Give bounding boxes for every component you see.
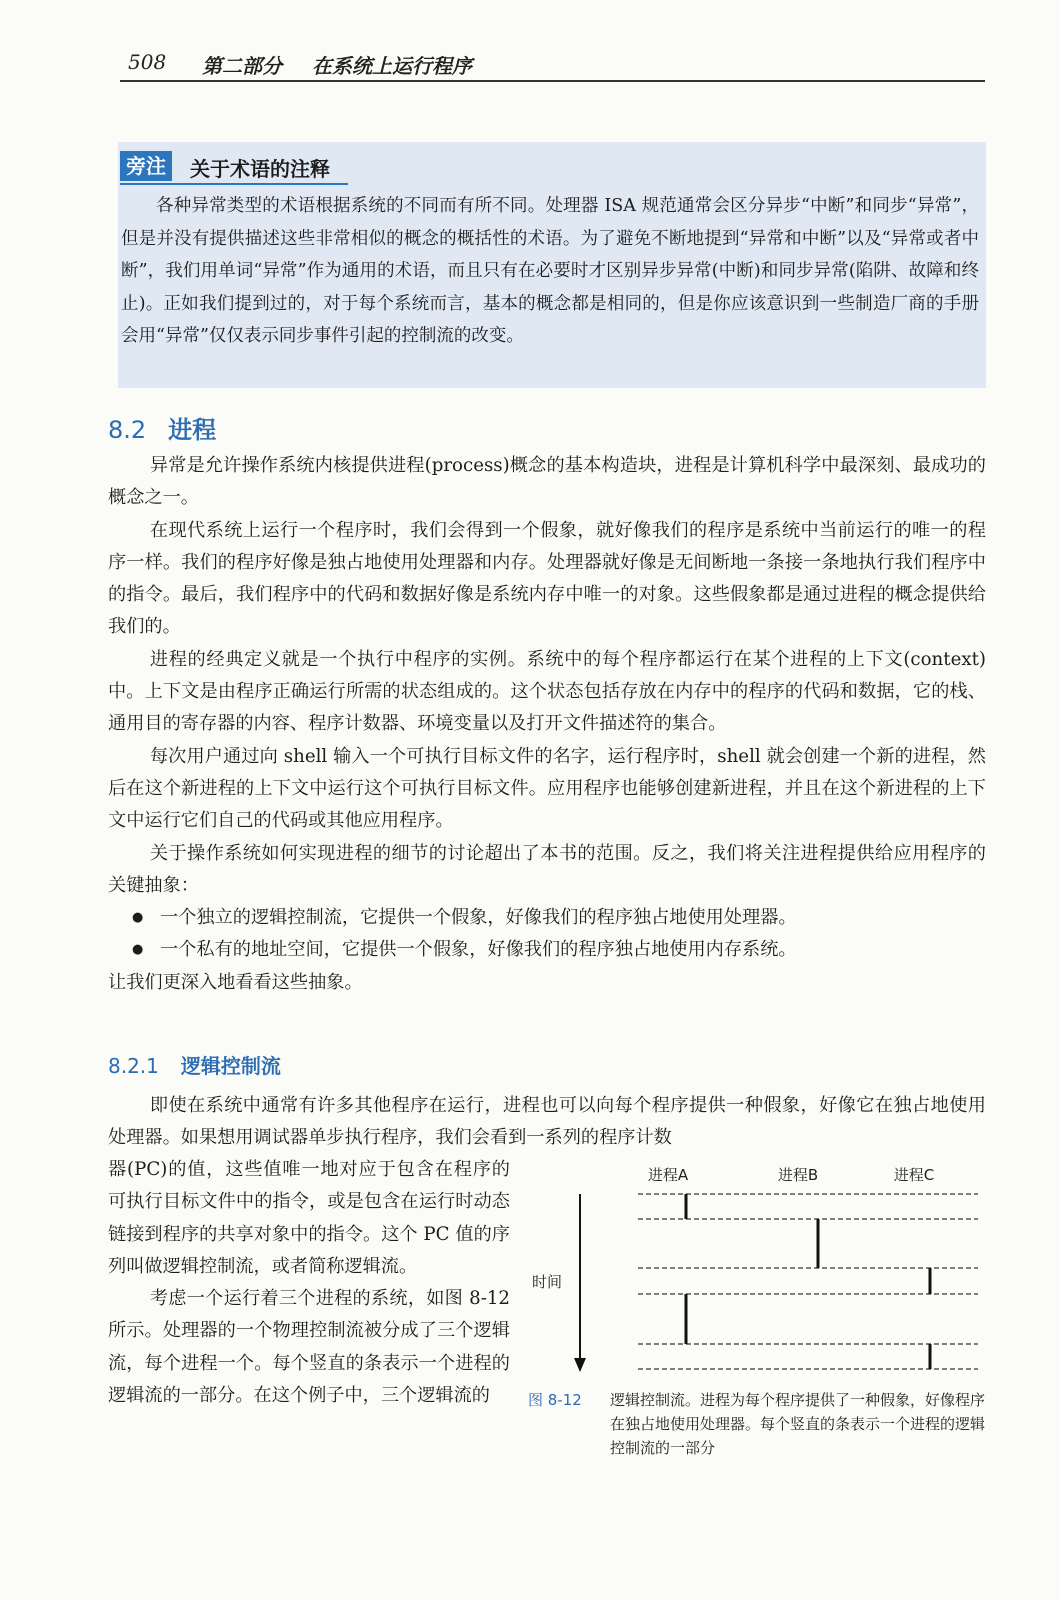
bullet-text: 一个独立的逻辑控制流，它提供一个假象，好像我们的程序独占地使用处理器。 <box>160 907 797 929</box>
sidenote-rule <box>120 183 348 185</box>
process-a-label: 进程A <box>647 1166 689 1184</box>
bullet-item <box>108 934 986 966</box>
paragraph: 考虑一个运行着三个进程的系统，如图 8-12 所示。处理器的一个物理控制流被分成了三个逻辑流，每个进程一个。每个竖直的条表示一个进程的逻辑流的一部分。在这个例子中，三个逻辑流的 <box>108 1288 510 1407</box>
paragraph: 即使在系统中通常有许多其他程序在运行，进程也可以向每个程序提供一种假象，好像它在独占地使用处理器。如果想用调试器单步执行程序，我们会看到一系列的程序计数 <box>108 1095 986 1149</box>
part-title: 在系统上运行程序 <box>312 54 472 78</box>
time-boundaries <box>638 1194 978 1369</box>
subsection-body <box>108 1090 986 1155</box>
section-body <box>108 450 986 999</box>
process-c-label: 进程C <box>893 1166 935 1184</box>
paragraph: 关于操作系统如何实现进程的细节的讨论超出了本书的范围。反之，我们将关注进程提供给应用程序的关键抽象： <box>108 842 986 896</box>
time-arrow <box>574 1194 586 1372</box>
sidenote-body: 各种异常类型的术语根据系统的不同而有所不同。处理器 ISA 规范通常会区分异步“中断”和同步“异常”，但是并没有提供描述这些非常相似的概念的概括性的术语。为了避免不断地提到“异常和中断”以及“异常或者中断”，我们用单词“异常”作为通用的术语，而且只有在必要时才区别异步异常(中断)和同步异常(陷阱、故障和终止)。正如我们提到过的，对于每个系统而言，基本的概念都是相同的，但是你应该意识到一些制造厂商的手册会用“异常”仅仅表示同步事件引起的控制流的改变。 <box>121 196 979 346</box>
page-number: 508 <box>128 50 167 74</box>
part-label: 第二部分 <box>202 54 282 78</box>
figure-caption-text: 逻辑控制流。进程为每个程序提供了一种假象，好像程序在独占地使用处理器。每个竖直的条表示一个进程的逻辑控制流的一部分 <box>610 1391 986 1457</box>
closing-paragraph: 让我们更深入地看看这些抽象。 <box>108 971 363 993</box>
section-heading <box>108 410 216 445</box>
subsection-heading <box>108 1050 281 1079</box>
paragraph: 每次用户通过向 shell 输入一个可执行目标文件的名字，运行程序时，shell 就会创建一个新的进程，然后在这个新进程的上下文中运行这个可执行目标文件。应用程序也能够创建新进程，并且在这个新进程的上下文中运行它们自己的代码或其他应用程序。 <box>108 745 986 832</box>
paragraph: 在现代系统上运行一个程序时，我们会得到一个假象，就好像我们的程序是系统中当前运行的唯一的程序一样。我们的程序好像是独占地使用处理器和内存。处理器就好像是无间断地一条接一条地执行我们程序中的指令。最后，我们程序中的代码和数据好像是系统内存中唯一的对象。这些假象都是通过进程的概念提供给我们的。 <box>108 519 986 638</box>
subsection-number: 8.2.1 <box>108 1054 159 1078</box>
paragraph: 异常是允许操作系统内核提供进程(process)概念的基本构造块，进程是计算机科学中最深刻、最成功的概念之一。 <box>108 455 986 509</box>
page-header <box>120 46 985 82</box>
time-label: 时间 <box>532 1273 563 1291</box>
subsection-title: 逻辑控制流 <box>180 1054 281 1078</box>
process-b-label: 进程B <box>777 1166 819 1184</box>
paragraph: 器(PC)的值，这些值唯一地对应于包含在程序的可执行目标文件中的指令，或是包含在运行时动态链接到程序的共享对象中的指令。这个 PC 值的序列叫做逻辑控制流，或者简称逻辑流。 <box>108 1159 510 1277</box>
sidenote-box <box>118 142 986 388</box>
wrapped-text-column <box>108 1154 510 1412</box>
section-number: 8.2 <box>108 416 147 444</box>
figure-number: 图 8-12 <box>528 1391 582 1409</box>
sidenote-tag: 旁注 <box>120 151 172 181</box>
section-title: 进程 <box>168 416 217 444</box>
paragraph: 进程的经典定义就是一个执行中程序的实例。系统中的每个程序都运行在某个进程的上下文(context)中。上下文是由程序正确运行所需的状态组成的。这个状态包括存放在内存中的程序的代码和数据，它的栈、通用目的寄存器的内容、程序计数器、环境变量以及打开文件描述符的集合。 <box>108 648 986 735</box>
bullet-item <box>108 902 986 934</box>
sidenote-title: 关于术语的注释 <box>190 157 330 181</box>
bullet-text: 一个私有的地址空间，它提供一个假象，好像我们的程序独占地使用内存系统。 <box>160 939 797 961</box>
